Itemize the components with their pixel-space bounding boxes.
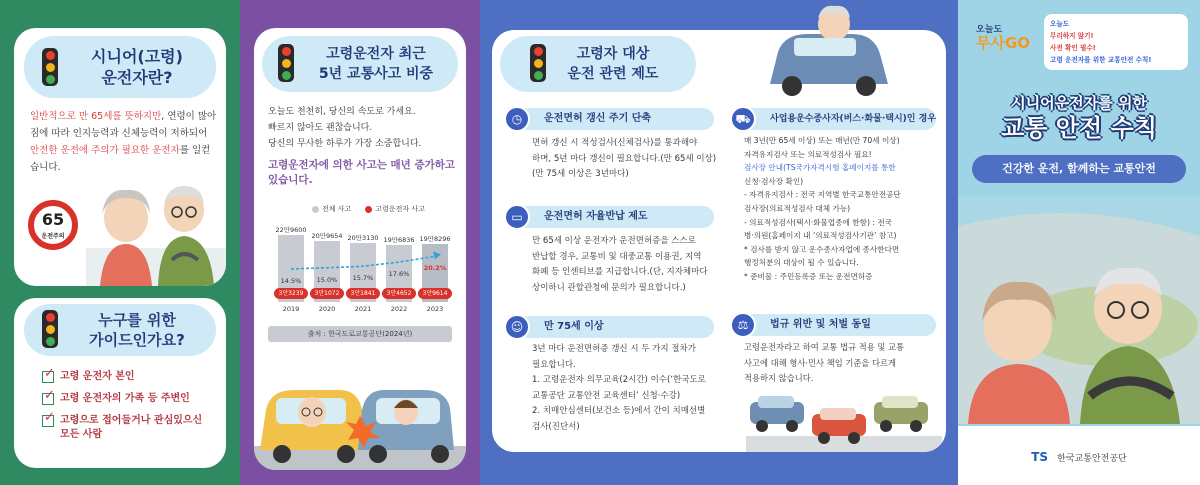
- section-business-body: [744, 134, 940, 284]
- definition-body: [30, 108, 218, 176]
- elderly-value-label: 3만1841: [346, 288, 380, 299]
- body-line: 반납할 경우, 교통비 및 대중교통 이용권, 지역: [532, 251, 702, 262]
- body-line: - 자격유지검사 : 전국 지역별 한국교통안전공단: [744, 190, 901, 200]
- body-line: 교통공단 교통안전 교육센터’ 신청·수강): [532, 390, 681, 401]
- year-tick-label: 2020: [318, 305, 336, 313]
- traffic-light-icon: [42, 48, 58, 86]
- year-tick-label: 2021: [354, 305, 372, 313]
- ratio-label: 20.2%: [423, 264, 447, 273]
- panel-regulations: [480, 0, 958, 485]
- card-icon: ▭: [504, 204, 530, 230]
- elderly-value-label: 3만9614: [418, 288, 452, 299]
- chart-source: 출처 : 한국도로교통공단(2024년): [268, 326, 452, 342]
- elderly-value-label: 3만4652: [382, 288, 416, 299]
- total-value-label: 20만9654: [311, 231, 343, 240]
- stats-title-line2: 5년 교통사고 비중: [318, 66, 434, 82]
- ratio-label: 14.5%: [280, 276, 302, 285]
- total-value-label: 22만9600: [275, 226, 307, 235]
- legend-label: 고령운전자 사고: [375, 205, 425, 213]
- stats-subtitle: 고령운전자에 의한 사고는 매년 증가하고 있습니다.: [268, 159, 456, 186]
- body-line: * 검사를 받지 않고 운수종사자업에 종사한다면: [744, 244, 900, 254]
- year-tick-label: 2019: [282, 305, 300, 313]
- checklist-label: 고령 운전자 본인: [60, 371, 135, 382]
- body-line: 적용하지 않습니다.: [744, 373, 814, 383]
- checkbox-icon: [42, 371, 54, 383]
- section-law-body: [744, 340, 940, 387]
- section-business-title: 사업용운수종사자(버스·화물·택시)인 경우: [740, 108, 936, 130]
- speed-sign-icon: [28, 200, 78, 250]
- definition-title-line2: 운전자란?: [101, 68, 173, 87]
- body-line: 1. 고령운전자 의무교육(2시간) 이수(‘한국도로: [532, 375, 706, 385]
- total-value-label: 19만8296: [419, 235, 451, 244]
- acrostic-box: [1044, 14, 1188, 70]
- trend-polyline: [291, 256, 435, 269]
- elderly-couple-driving-illustration: [958, 196, 1200, 424]
- trend-line: [254, 218, 466, 328]
- definition-title-line1: 시니어(고령): [91, 47, 183, 66]
- body-line: 2. 치매안심센터(보건소 등)에서 간이 치매선별: [532, 406, 706, 416]
- body-highlight: 일반적으로 만 65세를 뜻하지만: [30, 111, 162, 122]
- traffic-cars-illustration: [746, 392, 942, 452]
- body-line: 3년 마다 운전면허증 갱신 시 두 가지 절차가: [532, 344, 696, 354]
- ratio-label: 15.0%: [316, 275, 338, 284]
- gavel-icon: ⚖: [730, 312, 756, 338]
- section-return-body: [532, 234, 722, 296]
- clock-icon: ◷: [504, 106, 530, 132]
- guide-checklist: [42, 370, 214, 450]
- intro-line: 당신의 무사한 하루가 가장 소중합니다.: [268, 139, 422, 149]
- body-line: 매 3년(만 65세 이상) 또는 매년(만 70세 이상): [744, 136, 900, 145]
- guide-card: [14, 298, 226, 468]
- definition-card: [14, 28, 226, 286]
- intro-line: 오늘도 천천히, 당신의 속도로 가세요.: [268, 107, 416, 117]
- section-over75-body: [532, 342, 722, 435]
- ratio-label: 17.6%: [388, 270, 410, 279]
- sign-label: 운전주의: [41, 233, 65, 240]
- panel-senior-definition: [0, 0, 240, 485]
- stats-title-line1: 고령운전자 최근: [326, 46, 426, 62]
- regulations-title-line1: 고령자 대상: [576, 46, 650, 62]
- checklist-item: [42, 370, 214, 384]
- traffic-light-icon: [42, 310, 58, 348]
- cover-title-line1: 시니어운전자를 위한: [1011, 94, 1147, 112]
- body-line: 고령운전자라고 하여 교통 법규 적용 및 교통: [744, 342, 905, 352]
- sign-number: 65: [41, 210, 65, 229]
- body-text: , 연령이 많아짐에 따라 인지능력과 신체능력이 저하되어: [30, 111, 217, 139]
- checklist-label: 고령으로 접어들거나 관심있으신 모든 사람: [60, 415, 203, 440]
- body-line: 하며, 5년 마다 갱신이 필요합니다.(만 65세 이상): [532, 153, 717, 164]
- org-footer: [958, 426, 1200, 485]
- year-tick-label: 2023: [426, 305, 444, 313]
- stats-card: [254, 28, 466, 470]
- traffic-light-icon: [278, 44, 294, 82]
- checkbox-icon: [42, 415, 54, 427]
- cover-title-line2: 교통 안전 수칙: [1001, 114, 1157, 142]
- total-value-label: 19만6836: [383, 235, 415, 244]
- body-line: (만 75세 이상은 3년마다): [532, 169, 629, 179]
- body-line: - 의료적성검사(택시·화물업종에 한함) : 전국: [744, 217, 892, 227]
- legend-elderly: [365, 204, 425, 214]
- section-return-title: 운전면허 자율반납 제도: [514, 206, 714, 228]
- chart-legend: [312, 204, 425, 214]
- body-line: 검사(진단서): [532, 421, 580, 432]
- body-line: 사고에 대해 형사·민사 책임 기준을 다르게: [744, 357, 897, 368]
- section-over75-title: 만 75세 이상: [514, 316, 714, 338]
- elderly-driver-car-illustration: [764, 4, 894, 100]
- regulations-title-line2: 운전 관련 제도: [567, 66, 659, 82]
- stats-intro: [268, 104, 458, 152]
- panel-cover: [958, 0, 1200, 485]
- body-line: 만 65세 이상 운전자가 운전면허증을 스스로: [532, 236, 696, 246]
- panel-accident-stats: [240, 0, 480, 485]
- body-line: * 준비물 : 주민등록증 또는 운전면허증: [744, 271, 873, 281]
- checklist-item: [42, 392, 214, 406]
- elderly-value-label: 3만3239: [274, 288, 308, 299]
- intro-line: 빠르지 않아도 괜찮습니다.: [268, 123, 373, 133]
- acrostic-line: 고령 운전자를 위한 교통안전 수칙!: [1050, 56, 1152, 64]
- body-line: 자격유지검사 또는 의료적성검사 필요!: [744, 149, 872, 159]
- logo-main-text: 무사GO: [976, 34, 1031, 52]
- logo-top-text: 오늘도: [976, 25, 1003, 35]
- body-line: 병·의원(홈페이지 내 ‘의료적성검사기관’ 참고): [744, 231, 897, 241]
- elder-icon: ☺: [504, 314, 530, 340]
- body-line: 필요합니다.: [532, 359, 576, 370]
- guide-title-line1: 누구를 위한: [98, 311, 176, 329]
- section-law-title: 법규 위반 및 처벌 동일: [740, 314, 936, 336]
- brand-logo: [976, 22, 1038, 51]
- org-name: 한국교통안전공단: [1057, 454, 1127, 464]
- section-renew-body: [532, 136, 722, 183]
- body-line: 신청·검사장 확인): [744, 176, 804, 186]
- body-line: 화폐 등 인센티브를 지급합니다.(단, 지자체마다: [532, 267, 708, 277]
- car-crash-illustration: [254, 350, 466, 470]
- body-line: 상이하니 관할관청에 문의가 필요합니다.): [532, 282, 686, 293]
- legend-label: 전체 사고: [322, 205, 352, 213]
- cover-subtitle: 건강한 운전, 함께하는 교통안전: [972, 155, 1186, 183]
- traffic-light-icon: [530, 44, 546, 82]
- ratio-label: 15.7%: [352, 274, 374, 283]
- body-text: 를 일컫습니다.: [30, 145, 211, 173]
- accident-bar-chart: [254, 218, 466, 328]
- legend-total: [312, 204, 351, 214]
- trend-arrow-icon: [433, 251, 441, 259]
- ts-logo-icon: TS: [1031, 450, 1049, 464]
- section-renew-title: 운전면허 갱신 주기 단축: [514, 108, 714, 130]
- body-line: 검사장 안내(TS국가자격시험 홈페이지를 통한: [744, 163, 896, 173]
- elderly-couple-illustration: [86, 168, 226, 286]
- legend-dot: [312, 206, 319, 213]
- body-line: 검사장(의료적성검사 대체 가능): [744, 203, 851, 213]
- guide-title-line2: 가이드인가요?: [89, 331, 185, 349]
- body-highlight: 안전한 운전에 주의가 필요한 운전자: [30, 145, 180, 156]
- checkbox-icon: [42, 393, 54, 405]
- total-value-label: 20만3130: [347, 233, 379, 242]
- acrostic-line: 사전 확인 필수!: [1050, 44, 1096, 52]
- checklist-item: [42, 414, 214, 442]
- checklist-label: 고령 운전자의 가족 등 주변인: [60, 393, 190, 404]
- body-line: 면허 갱신 시 적성검사(신체검사)를 통과해야: [532, 138, 698, 148]
- acrostic-line: 오늘도: [1050, 20, 1070, 28]
- body-line: 행정처분의 대상이 될 수 있습니다.: [744, 258, 859, 268]
- legend-dot: [365, 206, 372, 213]
- year-tick-label: 2022: [390, 305, 408, 313]
- cover-title: [968, 92, 1190, 143]
- acrostic-line: 무리하지 않기!: [1050, 32, 1094, 40]
- elderly-value-label: 3만1072: [310, 288, 344, 299]
- truck-icon: ⛟: [730, 106, 756, 132]
